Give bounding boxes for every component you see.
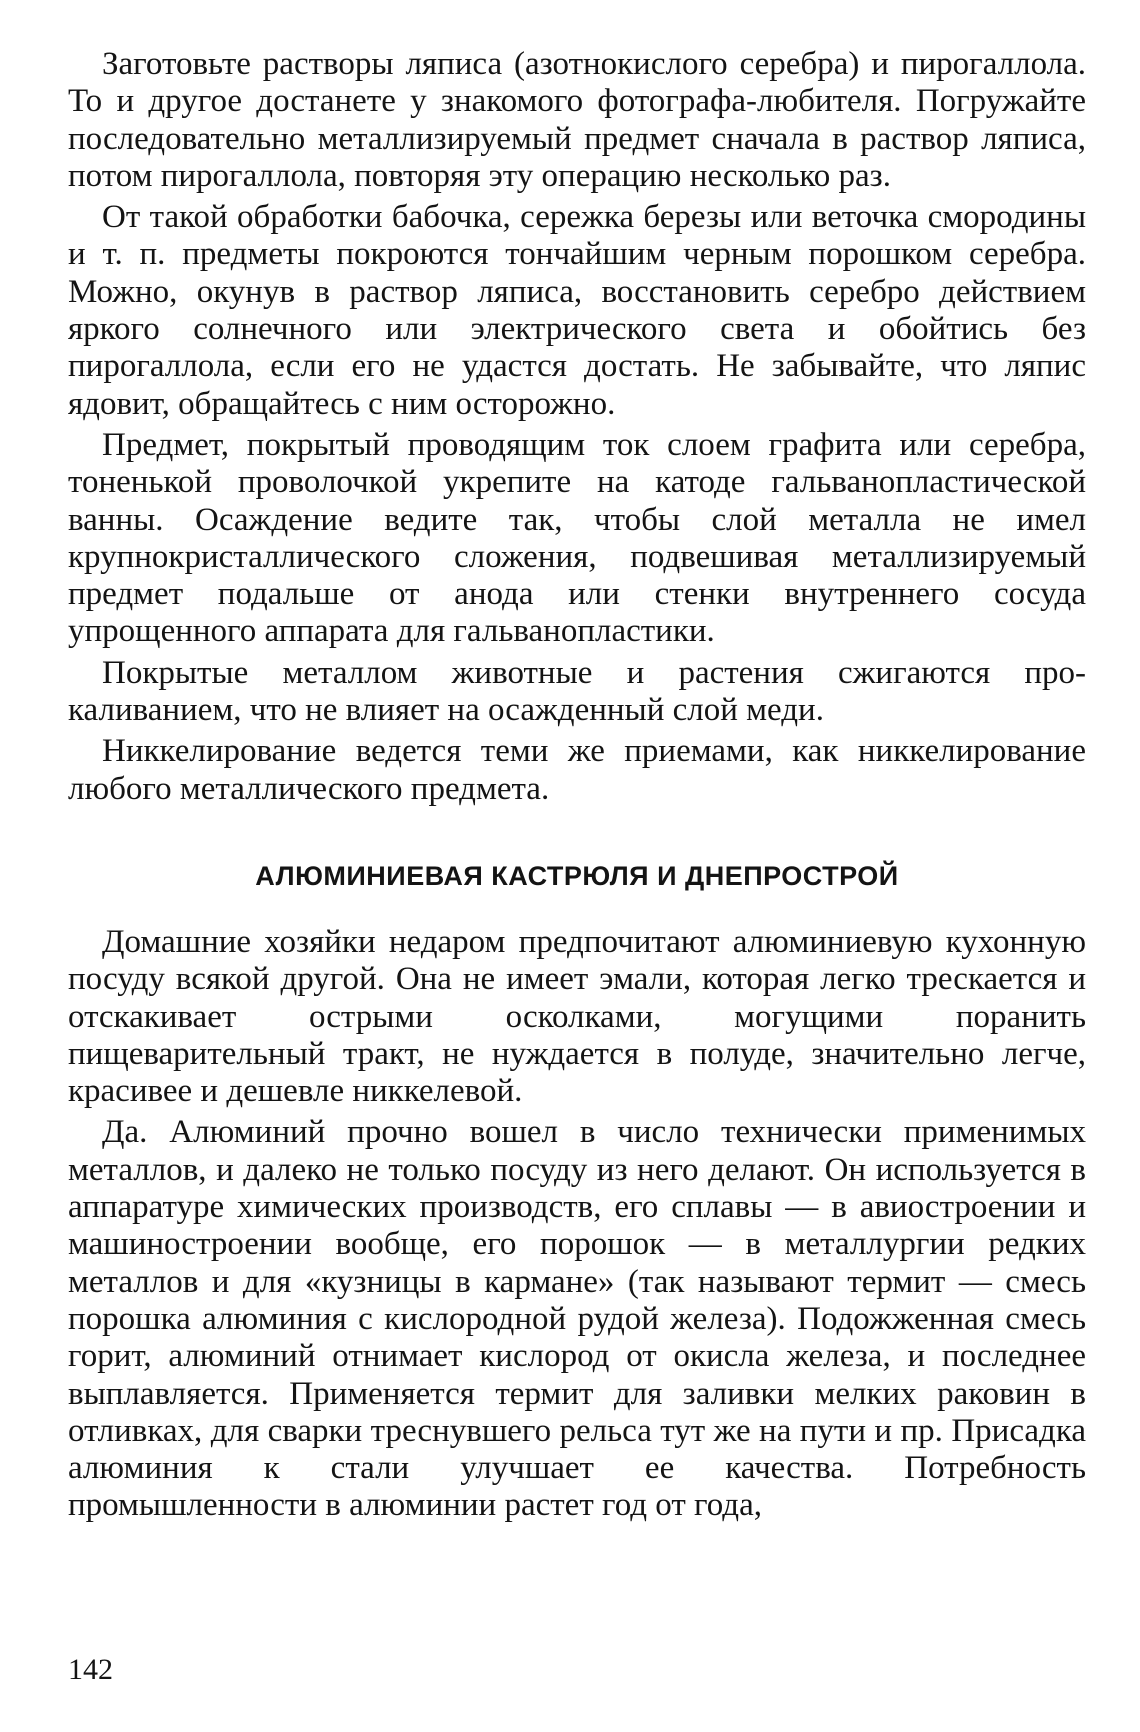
paragraph-aluminum-cookware: Домашние хозяйки недаром предпочитают алюминиевую кухонную посуду всякой другой. Она не имеет эмали, которая легко трескается и отскакивает острыми осколками, могущими поранить пищеварительный тракт, не нуждается в полуде, значительно легче, красивее и дешевле никкелевой.: [68, 923, 1086, 1110]
paragraph-calcination: Покрытые металлом животные и растения сжигаются прокаливанием, что не влияет на осажденный слой меди.: [68, 654, 1086, 729]
section-heading: АЛЮМИНИЕВАЯ КАСТРЮЛЯ И ДНЕПРОСТРОЙ: [255, 860, 899, 891]
paragraph-nickel-plating: Никкелирование ведется теми же приемами, как никкелирование любого металлического предмета.: [68, 733, 1086, 807]
paragraph-aluminum-uses: Да. Алюминий прочно вошел в число технически применимых металлов, и далеко не только посуду из него делают. Он используется в аппаратуре химических производств, его сплавы — в авиостроении и машиностроении вообще, его порошок — в металлургии редких металлов и для «кузницы в кармане» (так называют термит — смесь порошка алюминия с кислородной рудой железа). Подожженная смесь горит, алюминий отнимает кислород от окисла железа, и последнее выплавляется. Применяется термит для заливки мелких раковин в отливках, для сварки треснувшего рельса тут же на пути и пр. Присадка алюминия к стали улучшает ее качества. Потребность промышленности в алюминии растет год от года,: [68, 1114, 1086, 1524]
page-body: [68, 46, 1086, 1525]
paragraph-lapis-solutions: Заготовьте растворы ляписа (азотнокислого серебра) и пирогаллола. То и другое достанете у знакомого фотографа-любителя. Погружайте последовательно металлизируемый предмет сначала в раствор ляписа, потом пирогаллола, повторяя эту операцию несколько раз.: [68, 46, 1086, 194]
page-number: 142: [68, 1653, 113, 1686]
paragraph-silver-powder: От такой обработки бабочка, сережка березы или веточка смородины и т. п. предметы покроются тончайшим черным порошком серебра. Можно, окунув в раствор ляписа, восстановить серебро действием яркого солнечного или электрического света и обойтись без пирогаллола, если его не удастся достать. Не забывайте, что ляпис ядовит, обращайтесь с ним осторожно.: [68, 199, 1086, 422]
paragraph-cathode-mounting: Предмет, покрытый проводящим ток слоем графита или серебра, тоненькой проволочкой укрепите на катоде гальванопластической ванны. Осаждение ведите так, чтобы слой металла не имел крупнокристаллического сложения, подвешивая металлизируемый предмет подальше от анода или стенки внутреннего сосуда упрощенного аппарата для гальванопластики.: [68, 426, 1086, 650]
